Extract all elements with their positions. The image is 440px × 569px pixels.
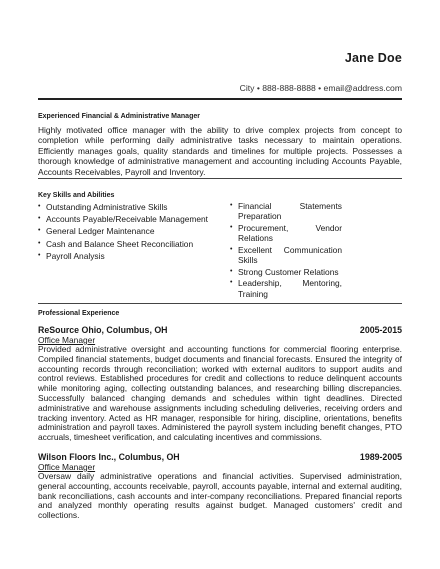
skill-text: Leadership, Mentoring, Training — [238, 278, 342, 299]
skill-text: General Ledger Maintenance — [46, 226, 155, 237]
skill-text: Procurement, Vendor Relations — [238, 222, 342, 244]
list-item — [230, 223, 342, 244]
bullet-icon: • — [38, 251, 41, 259]
candidate-name: Jane Doe — [344, 51, 402, 65]
list-item — [230, 278, 342, 299]
skill-text: Financial Statements Preparation — [238, 201, 342, 222]
skill-text: Cash and Balance Sheet Reconciliation — [46, 238, 194, 249]
bullet-icon: • — [38, 203, 41, 210]
list-item — [230, 245, 342, 266]
skill-text: Accounts Payable/Receivable Management — [46, 214, 209, 225]
job-description: Provided administrative oversight and accounting functions for commercial flooring enterprise. Compiled financial statements, budget documents and financial forecasts. Ensured the integrity of accounting records through reconciliation; worked with external auditors to support audits and control reviews. Established procedures for credit and collections to reduce delinquent accounts while monitoring aging, collecting outstanding balances, and researching billing discrepancies. Successfully balanced changing demands and schedules within tight deadlines. Directed administrative and warehouse assignments including scheduling deliveries, receiving orders and tracking inventory. Acted as HR manager, responsible for hiring, discipline, orientations, benefits administration and payroll taxes. Administered the payroll system including benefit changes, PTO accruals, timesheet verification, and calculating incentives and commissions. — [38, 344, 402, 443]
list-item — [38, 250, 228, 262]
job-company: ReSource Ohio, Columbus, OH — [38, 325, 168, 335]
bullet-icon: • — [230, 202, 233, 209]
summary-text: Highly motivated office manager with the ability to drive complex projects from concept to completion while performing daily administrative tasks necessary to maintain operations. Efficiently manages goals, quality standards and timelines for multiple projects. Possesses a thorough knowledge of administrative management and accounting including Accounts Payable, Accounts Receivables, Payroll and Inventory. — [38, 125, 402, 177]
list-item — [38, 213, 228, 225]
job-title: Office Manager — [38, 335, 96, 345]
skills-list-left — [38, 201, 228, 262]
job-dates: 2005-2015 — [359, 325, 402, 335]
bullet-icon: • — [230, 267, 233, 275]
list-item — [230, 267, 342, 277]
skill-text: Payroll Analysis — [46, 250, 105, 261]
job-dates: 1989-2005 — [359, 452, 402, 462]
bullet-icon: • — [38, 227, 41, 235]
bullet-icon: • — [230, 223, 233, 231]
job-company: Wilson Floors Inc., Columbus, OH — [38, 452, 180, 462]
job-header — [38, 325, 402, 335]
contact-line: City • 888-888-8888 • email@address.com — [239, 83, 402, 93]
list-item — [38, 201, 228, 213]
experience-heading: Professional Experience — [38, 310, 120, 317]
skills-heading: Key Skills and Abilities — [38, 192, 115, 199]
summary-heading: Experienced Financial & Administrative Manager — [38, 113, 200, 120]
job-description: Oversaw daily administrative operations and financial activities. Supervised administration, general accounting, accounts receivable, payroll, accounts payable, internal and external auditing, bank reconciliations, cash accounts and inter-company reconciliations. Prepared financial reports and analyzed monthly operating results against budget. Managed customers' credit and collections. — [38, 471, 402, 521]
bullet-icon: • — [230, 245, 233, 253]
skill-text: Outstanding Administrative Skills — [46, 202, 168, 212]
summary-divider — [38, 178, 402, 179]
bullet-icon: • — [38, 239, 41, 247]
skill-text: Strong Customer Relations — [238, 266, 339, 277]
list-item — [38, 225, 228, 237]
header-divider — [38, 98, 402, 100]
list-item — [38, 238, 228, 250]
list-item — [230, 201, 342, 222]
skill-text: Excellent Communication Skills — [238, 244, 342, 266]
skills-list-right — [230, 201, 342, 300]
job-header — [38, 452, 402, 462]
job-title: Office Manager — [38, 462, 96, 472]
bullet-icon: • — [230, 279, 233, 287]
skills-divider — [38, 303, 402, 304]
bullet-icon: • — [38, 215, 41, 223]
